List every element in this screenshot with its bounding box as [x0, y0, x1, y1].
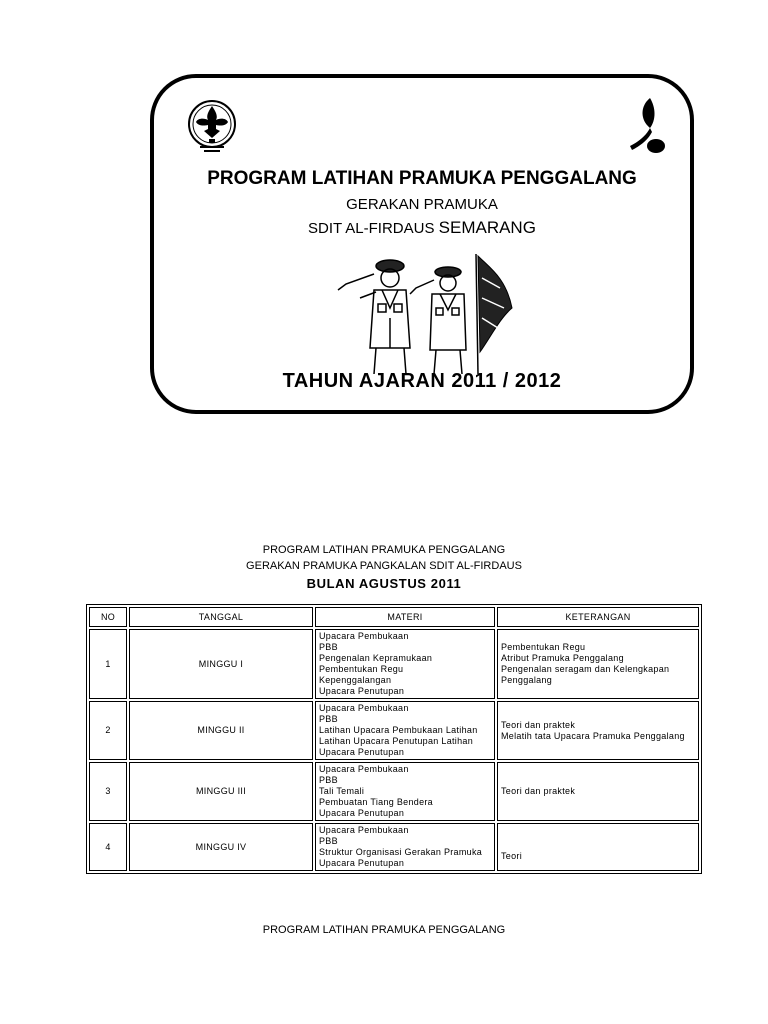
materi-item: PBB — [319, 836, 338, 846]
header-tanggal: TANGGAL — [129, 607, 313, 627]
materi-item: Upacara Pembukaan — [319, 825, 409, 835]
row-materi — [315, 823, 495, 871]
materi-item: Latihan Upacara Penutupan Latihan — [319, 736, 474, 746]
row-keterangan — [497, 762, 699, 821]
saluting-scouts-illustration — [330, 248, 520, 376]
materi-item: PBB — [319, 642, 338, 652]
row-no: 4 — [89, 823, 127, 871]
materi-item: Pembentukan Regu — [319, 664, 404, 674]
keterangan-item: Pembentukan Regu — [501, 642, 586, 652]
row-no: 3 — [89, 762, 127, 821]
materi-item: Upacara Pembukaan — [319, 631, 409, 641]
pramuka-emblem-icon — [184, 98, 240, 158]
table-row — [89, 823, 699, 871]
keterangan-item: Melatih tata Upacara Pramuka Penggalang — [501, 730, 685, 741]
cover-subtitle-school — [154, 218, 690, 238]
materi-item: Upacara Penutupan — [319, 747, 405, 757]
row-materi — [315, 629, 495, 699]
materi-item: Upacara Pembukaan — [319, 703, 409, 713]
section-heading-month: BULAN AGUSTUS 2011 — [306, 576, 462, 591]
materi-item: Struktur Organisasi Gerakan Pramuka — [319, 847, 483, 857]
materi-item: Upacara Penutupan — [319, 858, 405, 868]
row-materi — [315, 701, 495, 760]
materi-item: Pengenalan Kepramukaan — [319, 653, 433, 663]
row-date: MINGGU IV — [129, 823, 313, 871]
cover-box — [150, 74, 694, 414]
materi-item: Tali Temali — [319, 786, 365, 796]
header-materi: MATERI — [315, 607, 495, 627]
row-materi — [315, 762, 495, 821]
materi-item: Upacara Pembukaan — [319, 764, 409, 774]
keterangan-item: Teori — [501, 851, 523, 861]
keterangan-item: Pengenalan seragam dan Kelengkapan Penggalang — [501, 664, 670, 685]
row-date: MINGGU I — [129, 629, 313, 699]
materi-item: Pembuatan Tiang Bendera — [319, 797, 433, 807]
materi-item: Upacara Penutupan — [319, 808, 405, 818]
keterangan-item: Atribut Pramuka Penggalang — [501, 653, 624, 663]
materi-item: PBB — [319, 714, 338, 724]
schedule-table — [86, 604, 702, 874]
cover-title: PROGRAM LATIHAN PRAMUKA PENGGALANG — [207, 168, 637, 189]
materi-item: Kepenggalangan — [319, 675, 392, 685]
tunas-kelapa-icon — [626, 96, 670, 158]
table-header-row — [89, 607, 699, 627]
materi-item: PBB — [319, 775, 338, 785]
table-row — [89, 701, 699, 760]
row-date: MINGGU III — [129, 762, 313, 821]
materi-item: Latihan Upacara Pembukaan Latihan — [319, 725, 478, 735]
row-no: 1 — [89, 629, 127, 699]
section-heading-unit: GERAKAN PRAMUKA PANGKALAN SDIT AL-FIRDAUS — [246, 560, 522, 572]
keterangan-item: Teori dan praktek — [501, 786, 576, 796]
header-no: NO — [89, 607, 127, 627]
row-keterangan — [497, 823, 699, 871]
keterangan-item: Teori dan praktek — [501, 719, 576, 730]
next-section-heading: PROGRAM LATIHAN PRAMUKA PENGGALANG — [262, 924, 506, 936]
table-row — [89, 629, 699, 699]
row-keterangan — [497, 629, 699, 699]
table-row — [89, 762, 699, 821]
header-keterangan: KETERANGAN — [497, 607, 699, 627]
row-date: MINGGU II — [129, 701, 313, 760]
row-no: 2 — [89, 701, 127, 760]
materi-item: Upacara Penutupan — [319, 686, 405, 696]
school-name: SDIT AL-FIRDAUS — [308, 220, 439, 237]
row-keterangan — [497, 701, 699, 760]
school-city: SEMARANG — [438, 218, 536, 237]
cover-subtitle-movement: GERAKAN PRAMUKA — [346, 196, 498, 213]
academic-year: TAHUN AJARAN 2011 / 2012 — [282, 370, 562, 392]
section-heading-program: PROGRAM LATIHAN PRAMUKA PENGGALANG — [262, 544, 506, 556]
